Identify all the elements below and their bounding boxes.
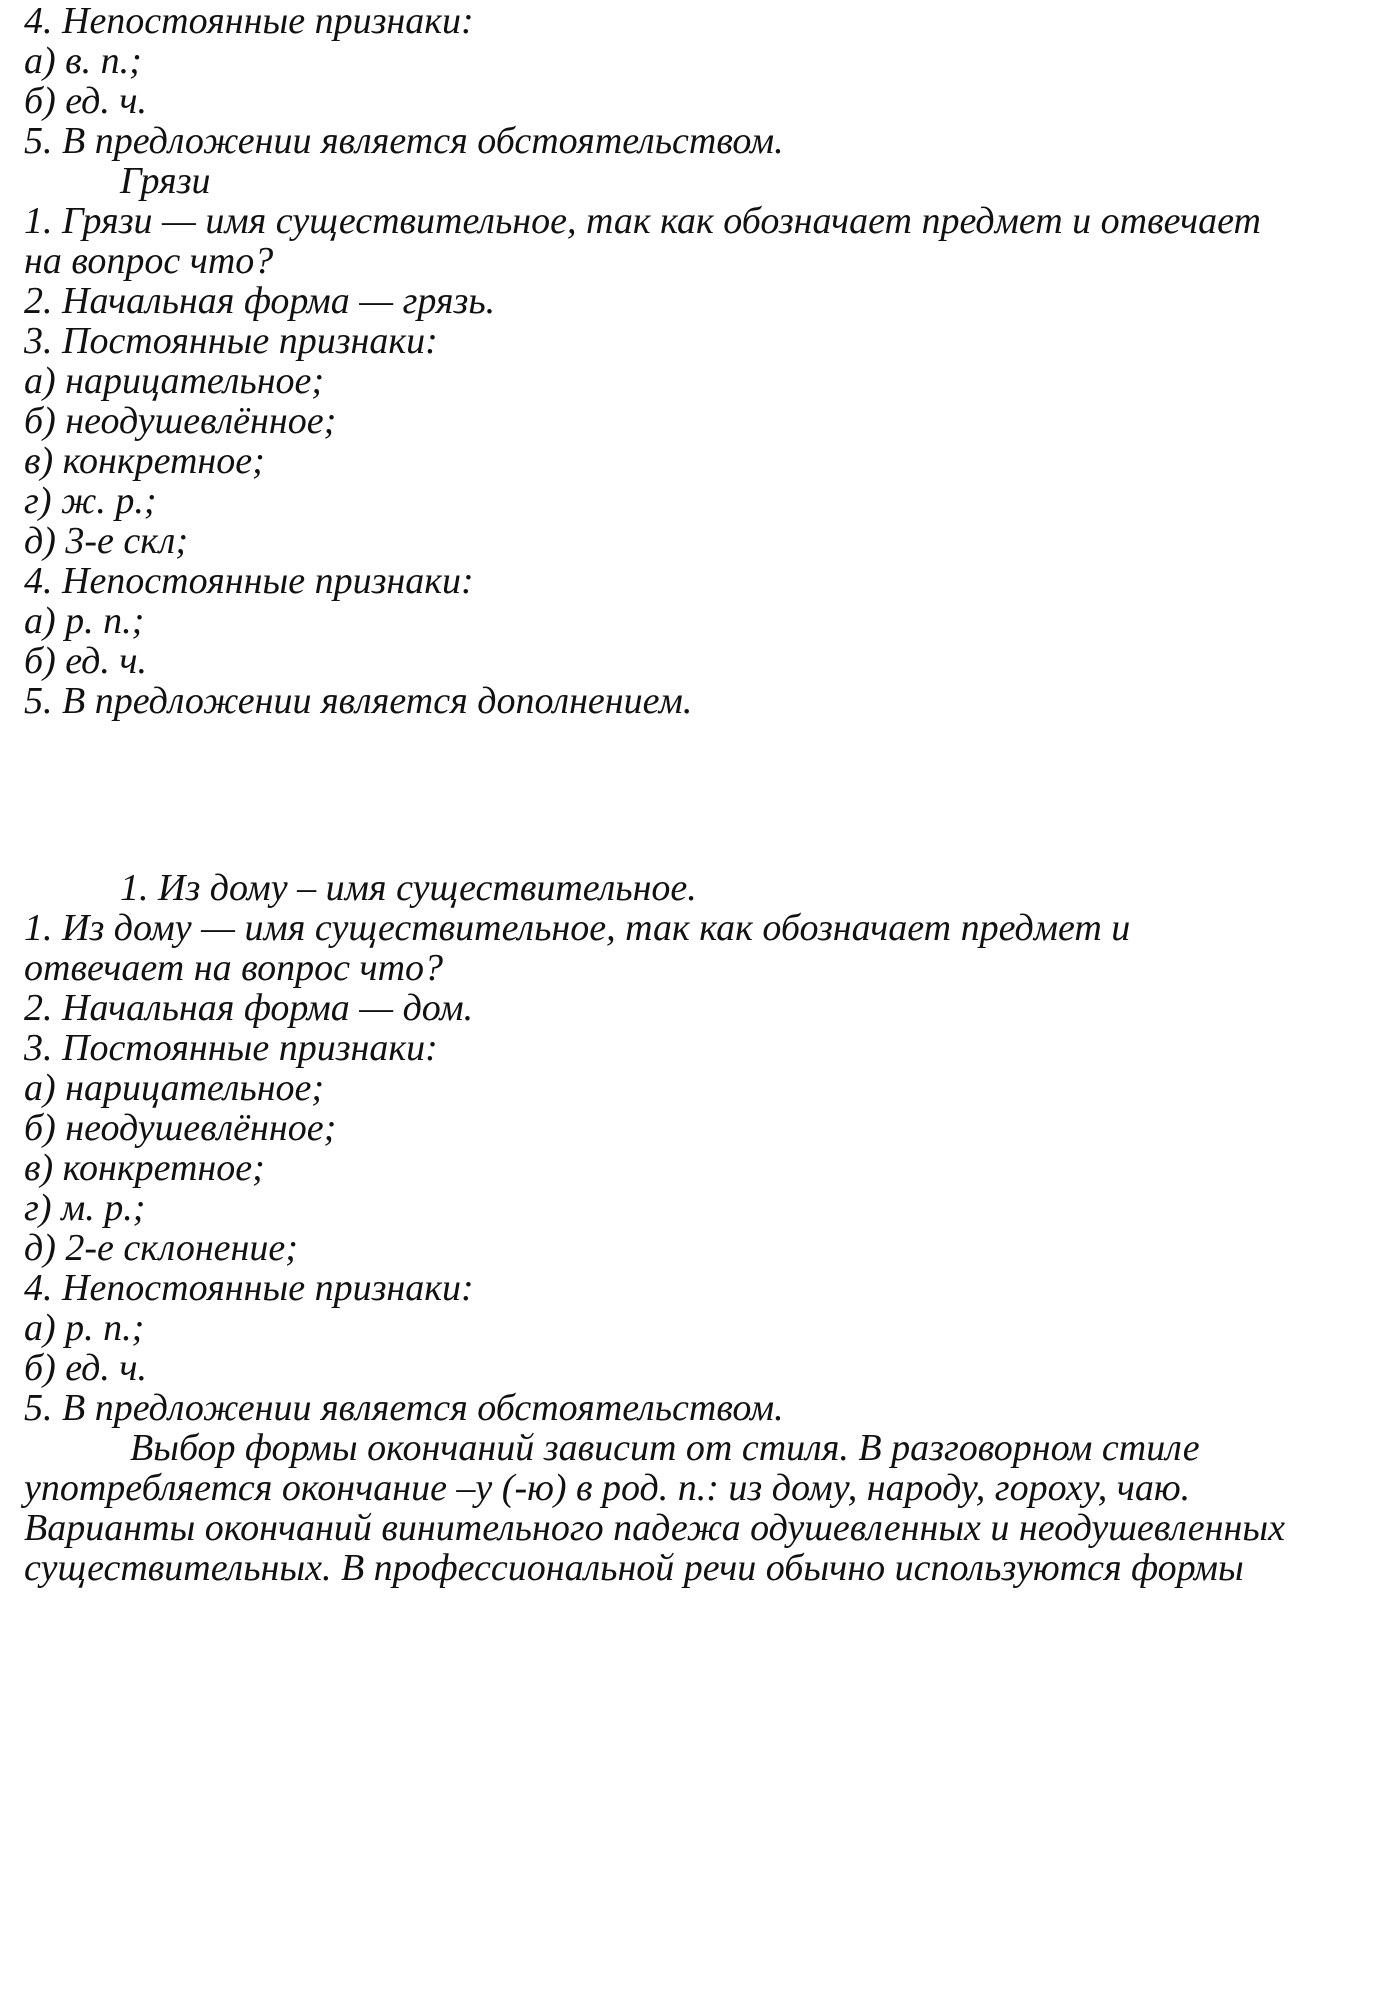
text-line: 4. Непостоянные признаки:	[24, 0, 474, 42]
section-heading: 1. Из дому – имя существительное.	[120, 867, 697, 909]
text-line: в) конкретное;	[24, 440, 265, 482]
paragraph-line: существительных. В профессиональной речи обычно используются формы	[24, 1547, 1244, 1589]
paragraph-line: Варианты окончаний винительного падежа одушевленных и неодушевленных	[24, 1507, 1285, 1549]
text-line: 5. В предложении является обстоятельством.	[24, 120, 784, 162]
text-line: 3. Постоянные признаки:	[24, 320, 438, 362]
text-line: 4. Непостоянные признаки:	[24, 560, 474, 602]
text-line: д) 3-е скл;	[24, 520, 189, 562]
text-line: 3. Постоянные признаки:	[24, 1027, 438, 1069]
text-line: а) в. п.;	[24, 40, 142, 82]
section-heading: Грязи	[120, 160, 211, 202]
text-line: 5. В предложении является обстоятельством.	[24, 1387, 784, 1429]
text-line: а) нарицательное;	[24, 1067, 325, 1109]
text-line: б) ед. ч.	[24, 80, 148, 122]
text-line: 5. В предложении является дополнением.	[24, 680, 693, 722]
text-line: а) р. п.;	[24, 600, 145, 642]
text-line: б) неодушевлённое;	[24, 1107, 337, 1149]
text-line: 4. Непостоянные признаки:	[24, 1267, 474, 1309]
text-line: 2. Начальная форма — грязь.	[24, 280, 496, 322]
paragraph-line: употребляется окончание –у (-ю) в род. п.: из дому, народу, гороху, чаю.	[24, 1467, 1191, 1509]
text-line: б) ед. ч.	[24, 640, 148, 682]
text-line: а) нарицательное;	[24, 360, 325, 402]
text-line: б) неодушевлённое;	[24, 400, 337, 442]
text-line: б) ед. ч.	[24, 1347, 148, 1389]
paragraph-line: Выбор формы окончаний зависит от стиля. В разговорном стиле	[130, 1427, 1200, 1469]
text-line: на вопрос что?	[24, 240, 274, 282]
text-line: д) 2-е склонение;	[24, 1227, 298, 1269]
text-line: 1. Из дому — имя существительное, так как обозначает предмет и	[24, 907, 1131, 949]
text-line: в) конкретное;	[24, 1147, 265, 1189]
text-line: г) ж. р.;	[24, 480, 157, 522]
text-line: г) м. р.;	[24, 1187, 146, 1229]
text-line: отвечает на вопрос что?	[24, 947, 444, 989]
text-line: а) р. п.;	[24, 1307, 145, 1349]
text-line: 2. Начальная форма — дом.	[24, 987, 474, 1029]
text-line: 1. Грязи — имя существительное, так как обозначает предмет и отвечает	[24, 200, 1261, 242]
